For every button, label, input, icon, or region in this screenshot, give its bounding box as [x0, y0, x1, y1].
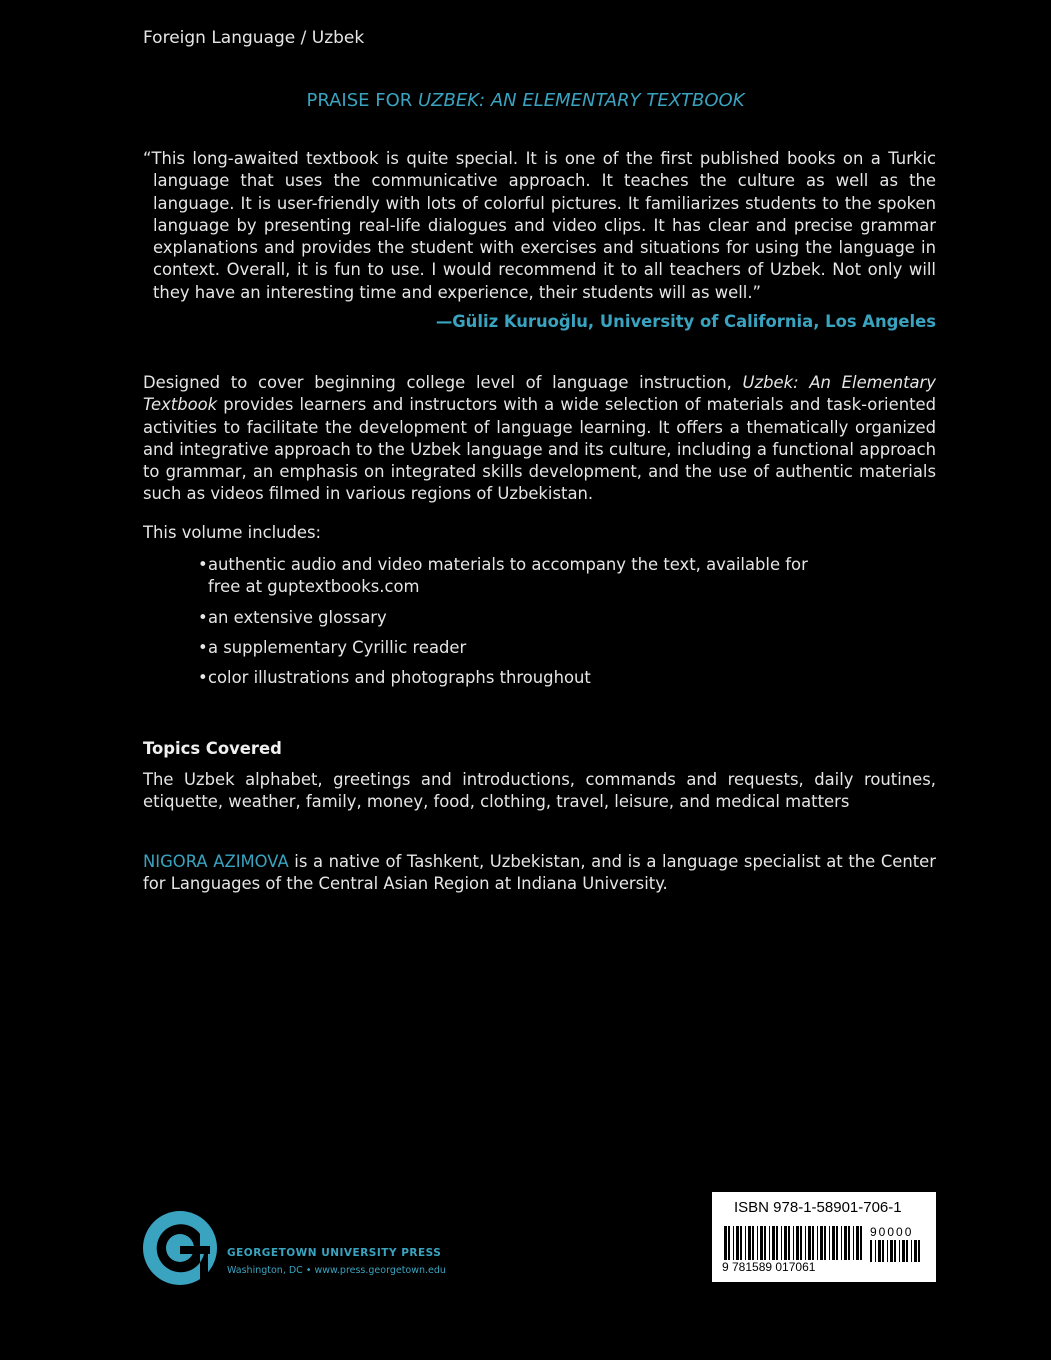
bullet-icon: • — [198, 637, 208, 657]
list-item — [198, 637, 818, 659]
list-item-text: a supplementary Cyrillic reader — [208, 637, 467, 657]
isbn-barcode — [712, 1192, 936, 1282]
georgetown-g-logo-icon — [142, 1210, 218, 1286]
barcode-digits: 9 781589 017061 — [722, 1260, 816, 1274]
list-item — [198, 667, 818, 689]
topics-heading: Topics Covered — [143, 739, 282, 758]
praise-attribution: —Güliz Kuruoğlu, University of California, Los Angeles — [435, 312, 936, 331]
bullet-icon: • — [198, 555, 208, 574]
isbn-text: ISBN 978-1-58901-706-1 — [734, 1199, 902, 1216]
author-bio — [143, 851, 936, 896]
press-name: GEORGETOWN UNIVERSITY PRESS — [227, 1247, 442, 1259]
author-bio-text: is a native of Tashkent, Uzbekistan, and is a language specialist at the Center for Languages of the Central Asian Region at Indiana University. — [143, 852, 937, 894]
praise-heading — [0, 90, 1051, 111]
description-before: Designed to cover beginning college level of language instruction, — [143, 373, 743, 392]
price-barcode-bars — [870, 1240, 924, 1262]
press-info: Washington, DC • www.press.georgetown.edu — [227, 1265, 446, 1276]
topics-text: The Uzbek alphabet, greetings and introductions, commands and requests, daily routines, etiquette, weather, family, money, food, clothing, travel, leisure, and medical matters — [143, 770, 936, 812]
praise-heading-title: UZBEK: AN ELEMENTARY TEXTBOOK — [418, 90, 745, 111]
list-item-text: an extensive glossary — [208, 607, 387, 627]
description-after: provides learners and instructors with a wide selection of materials and task-oriented activities to facilitate the development of language learning. It offers a thematically organized and integrative approach to the Uzbek language and its culture, including a functional approach to grammar, an emphasis on integrated skills development, and the use of authentic materials such as videos filmed in various regions of Uzbekistan. — [143, 395, 936, 504]
list-item-text: color illustrations and photographs throughout — [208, 668, 591, 688]
list-item-text: authentic audio and video materials to accompany the text, available for free at guptextbooks.com — [208, 555, 808, 597]
list-item — [198, 554, 818, 599]
includes-intro: This volume includes: — [143, 523, 322, 542]
book-description — [143, 372, 936, 506]
includes-list — [198, 554, 818, 697]
bullet-icon: • — [198, 668, 208, 688]
category-label: Foreign Language / Uzbek — [143, 28, 365, 48]
description-title: Uzbek: An Elementary Textbook — [143, 373, 936, 415]
barcode-bars — [724, 1226, 864, 1260]
bullet-icon: • — [198, 607, 208, 627]
price-code: 90000 — [870, 1225, 914, 1239]
list-item — [198, 607, 818, 629]
praise-quote: “This long-awaited textbook is quite special. It is one of the first published books on a Turkic language that uses the communicative approach. It teaches the culture as well as the language. It is user-friendly with lots of colorful pictures. It familiarizes students to the spoken language by presenting real-life dialogues and video clips. It has clear and precise grammar explanations and provides the student with exercises and situations for using the language in context. Overall, it is fun to use. I would recommend it to all teachers of Uzbek. Not only will they have an interesting time and experience, their students will as well.” — [143, 149, 936, 302]
praise-heading-prefix: PRAISE FOR — [306, 90, 418, 111]
author-name: NIGORA AZIMOVA — [143, 852, 289, 871]
